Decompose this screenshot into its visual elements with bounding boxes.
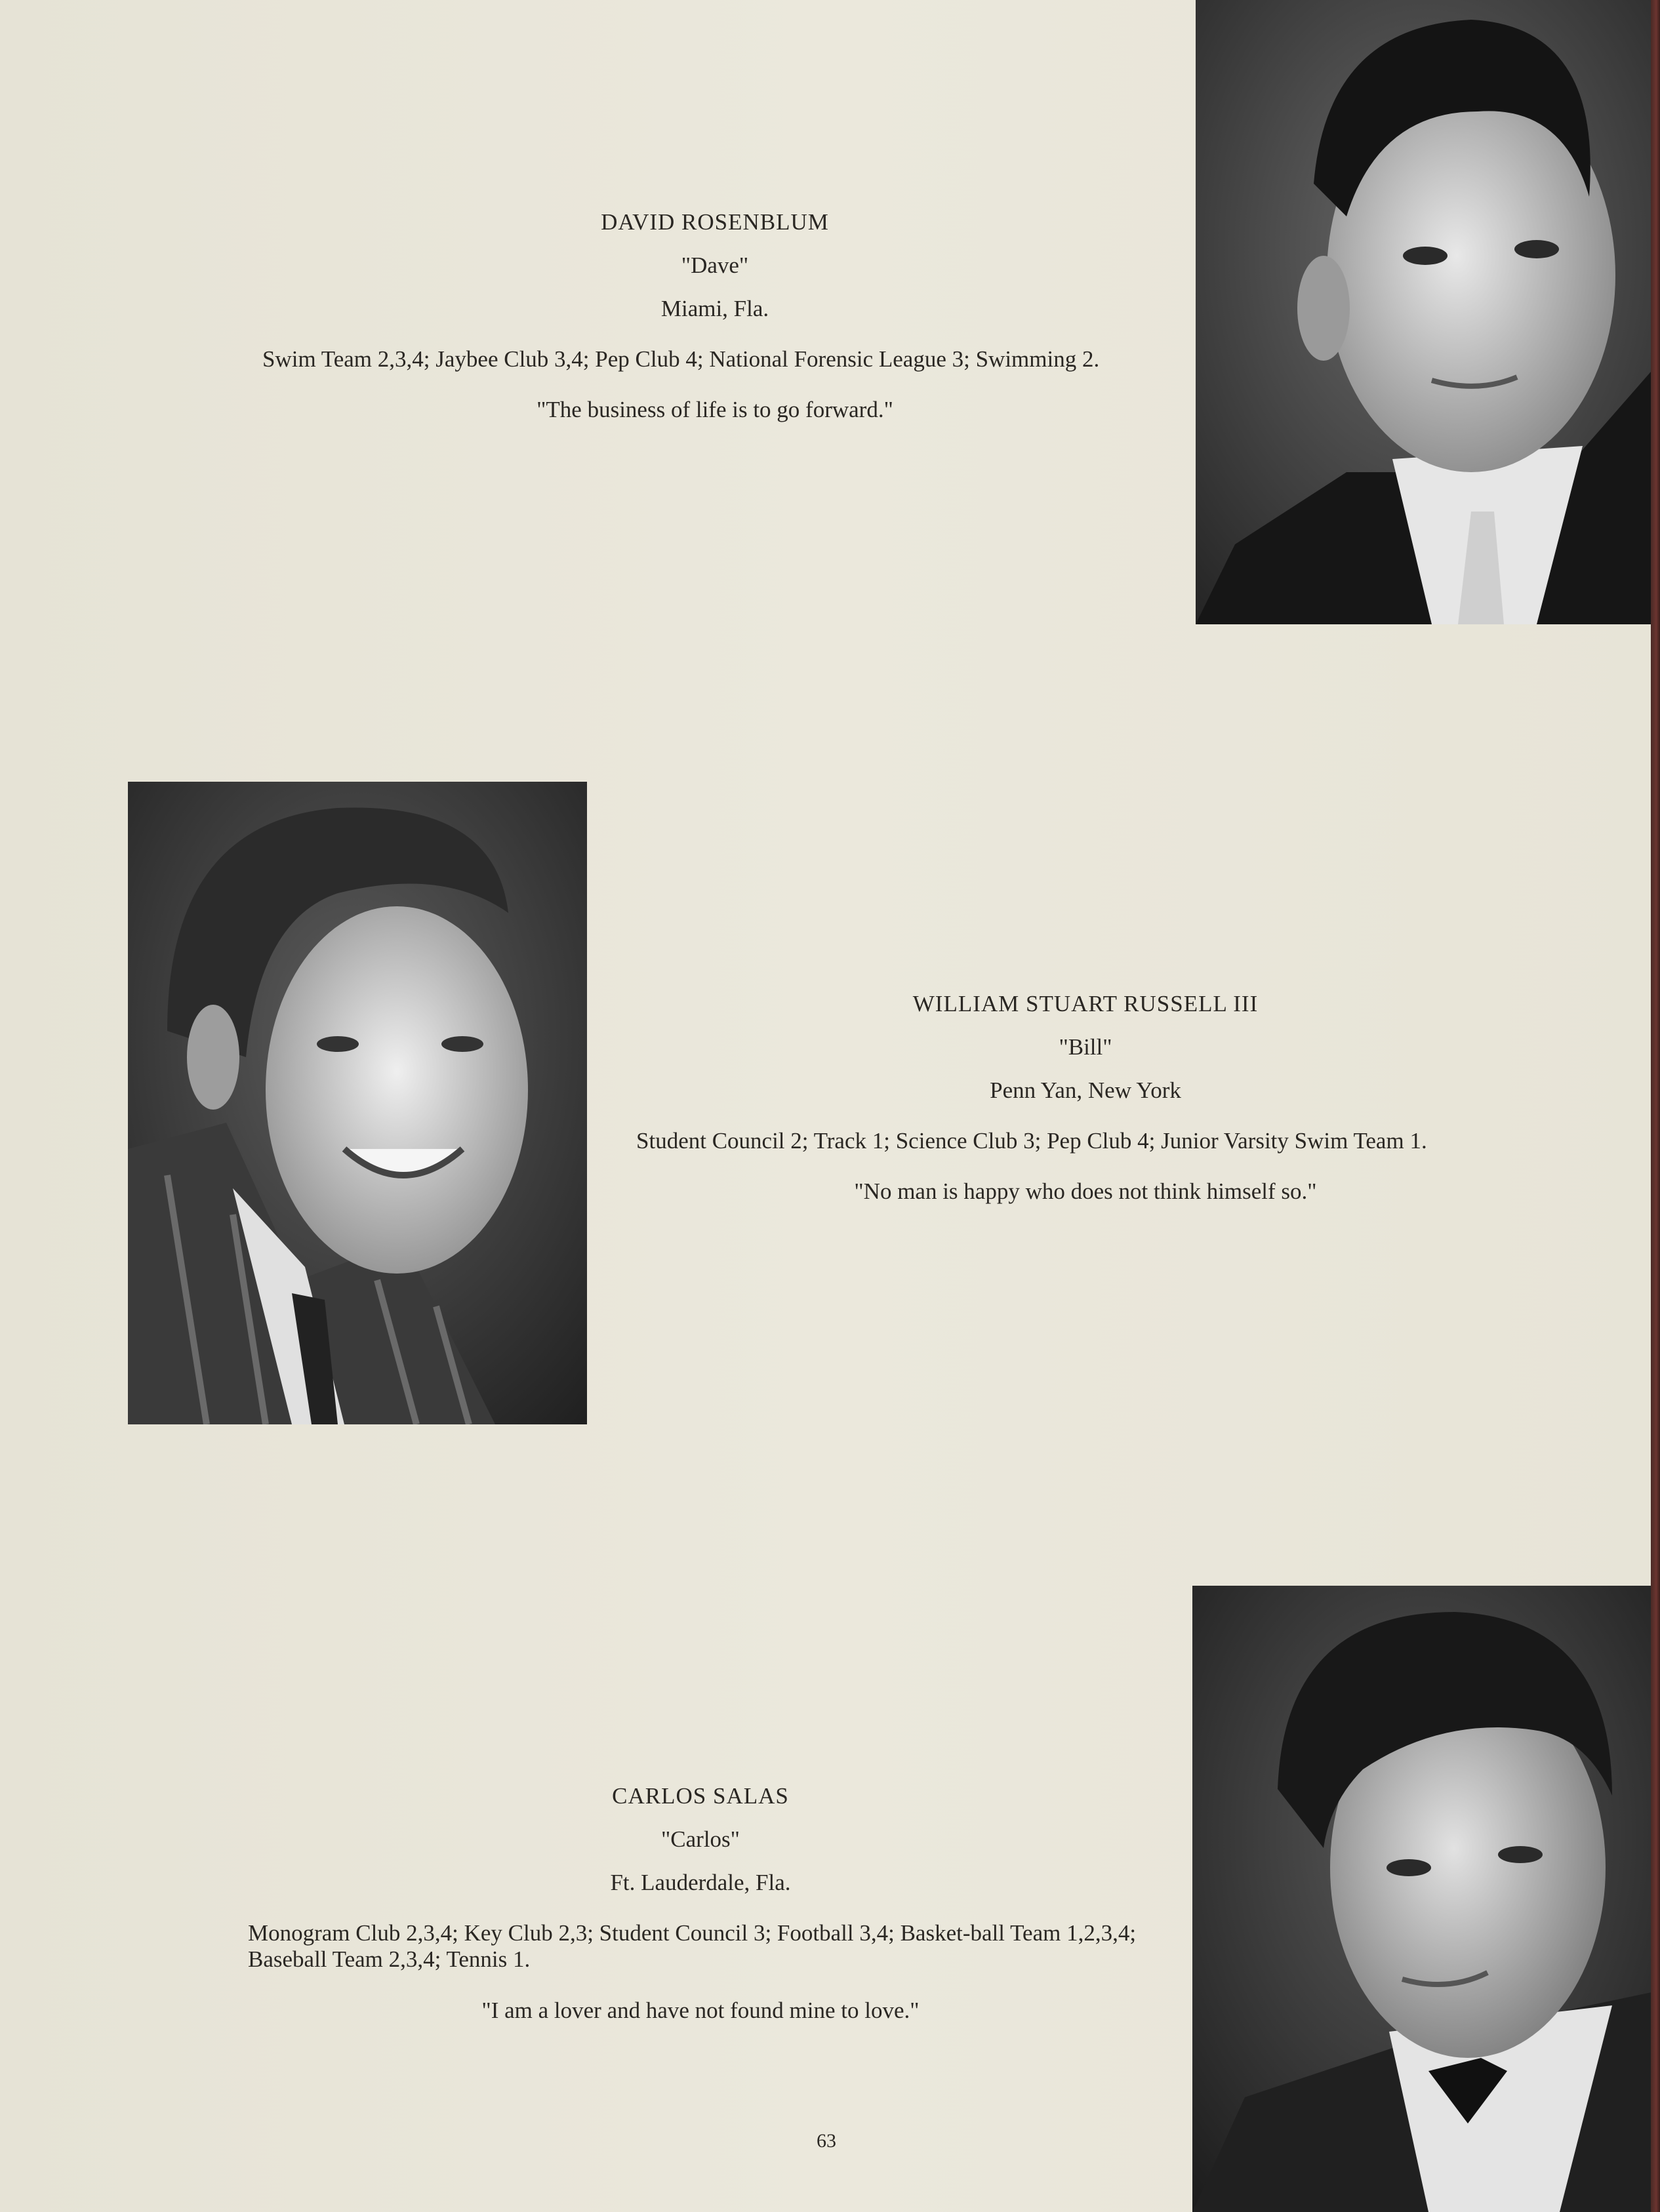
student-nickname: "Bill" bbox=[1059, 1034, 1112, 1060]
student-entry-rosenblum bbox=[262, 209, 1167, 424]
book-edge bbox=[1651, 0, 1660, 2212]
student-hometown: Ft. Lauderdale, Fla. bbox=[610, 1870, 791, 1895]
student-quote: "The business of life is to go forward." bbox=[536, 397, 893, 423]
student-entry-salas bbox=[248, 1782, 1153, 2024]
student-quote: "I am a lover and have not found mine to love." bbox=[481, 1997, 920, 2023]
student-name: CARLOS SALAS bbox=[612, 1783, 789, 1809]
student-hometown: Miami, Fla. bbox=[660, 296, 769, 321]
student-activities: Monogram Club 2,3,4; Key Club 2,3; Student Council 3; Football 3,4; Basket-ball Team 1,2,3,4; Baseball Team 2,3,4; Tennis 1. bbox=[248, 1920, 1137, 1973]
student-name: DAVID ROSENBLUM bbox=[601, 209, 829, 235]
student-nickname: "Dave" bbox=[681, 252, 749, 278]
student-quote: "No man is happy who does not think himself so." bbox=[854, 1178, 1317, 1205]
student-activities: Student Council 2; Track 1; Science Club 3; Pep Club 4; Junior Varsity Swim Team 1. bbox=[636, 1128, 1427, 1154]
student-entry-russell bbox=[636, 990, 1535, 1205]
student-nickname: "Carlos" bbox=[661, 1826, 740, 1852]
student-activities: Swim Team 2,3,4; Jaybee Club 3,4; Pep Club 4; National Forensic League 3; Swimming 2. bbox=[262, 346, 1100, 372]
student-name: WILLIAM STUART RUSSELL III bbox=[912, 991, 1259, 1016]
portrait-photo-rosenblum bbox=[1196, 0, 1655, 624]
portrait-photo-salas bbox=[1192, 1586, 1651, 2212]
portrait-photo-russell bbox=[128, 782, 587, 1424]
student-hometown: Penn Yan, New York bbox=[990, 1077, 1181, 1103]
page-number: 63 bbox=[817, 2130, 836, 2152]
